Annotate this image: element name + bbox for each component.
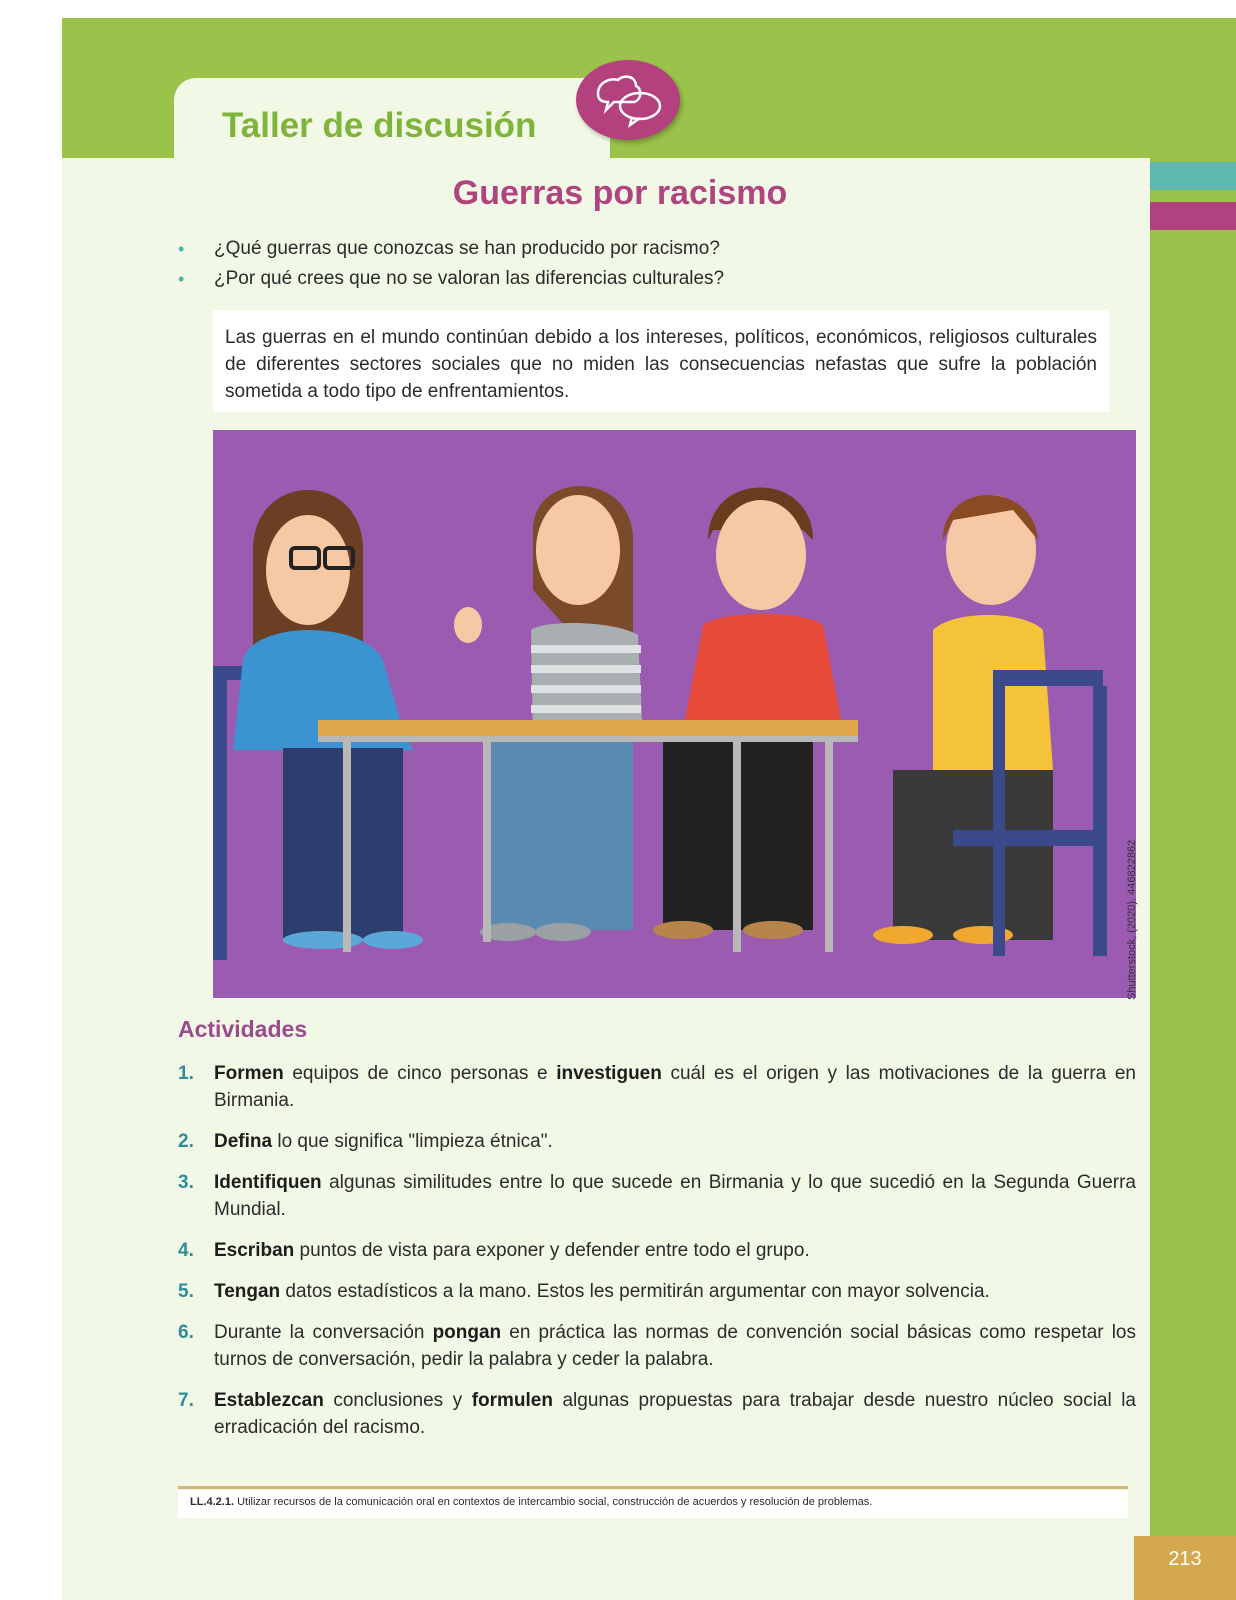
question-list bbox=[178, 234, 724, 294]
intro-note: Las guerras en el mundo continúan debido a los intereses, políticos, económicos, religiosos culturales de diferentes sectores sociales que no miden las consecuencias nefastas que sufre la población sometida a todo tipo de enfrentamientos. bbox=[213, 310, 1109, 412]
activity-verb: pongan bbox=[432, 1322, 502, 1343]
activity-text: cuál es el origen y las motivaciones de la guerra en Birmania. bbox=[214, 1063, 1136, 1111]
bullet-icon: • bbox=[178, 269, 185, 289]
activity-verb: investiguen bbox=[556, 1063, 662, 1084]
activity-text: algunas propuestas para trabajar desde nuestro núcleo social la erradicación del racismo. bbox=[214, 1390, 1136, 1438]
side-strip-teal bbox=[1150, 162, 1236, 190]
activity-number: 1. bbox=[178, 1063, 194, 1084]
activity-item bbox=[178, 1169, 1136, 1223]
footer-divider bbox=[178, 1486, 1128, 1489]
activity-text: conclusiones y bbox=[323, 1390, 472, 1411]
speech-bubbles-icon bbox=[590, 72, 666, 128]
activity-number: 7. bbox=[178, 1390, 194, 1411]
activities-list bbox=[178, 1060, 1136, 1455]
activity-text: puntos de vista para exponer y defender entre todo el grupo. bbox=[294, 1240, 810, 1261]
side-band bbox=[1150, 158, 1236, 1600]
activity-number: 5. bbox=[178, 1281, 194, 1302]
page-title: Guerras por racismo bbox=[452, 174, 788, 212]
question-text: ¿Por qué crees que no se valoran las diferencias culturales? bbox=[214, 268, 725, 289]
discussion-badge bbox=[576, 60, 680, 140]
activity-verb: Establezcan bbox=[214, 1390, 324, 1411]
activity-verb: Formen bbox=[214, 1063, 284, 1084]
activity-item bbox=[178, 1278, 1136, 1305]
activity-verb: formulen bbox=[471, 1390, 553, 1411]
bullet-icon: • bbox=[178, 239, 185, 259]
activity-text: Durante la conversación bbox=[214, 1322, 433, 1343]
activity-verb: Defina bbox=[214, 1131, 273, 1152]
activity-text: datos estadísticos a la mano. Estos les permitirán argumentar con mayor solvencia. bbox=[280, 1281, 990, 1302]
section-title: Taller de discusión bbox=[222, 106, 537, 145]
activity-text: algunas similitudes entre lo que sucede en Birmania y lo que sucedió en la Segunda Guerra Mundial. bbox=[214, 1172, 1136, 1220]
image-credit: Shutterstock, (2020). 446822862 bbox=[1126, 839, 1138, 1000]
curriculum-code: LL.4.2.1. bbox=[190, 1496, 235, 1508]
question-item bbox=[178, 264, 724, 294]
activity-item bbox=[178, 1319, 1136, 1373]
curriculum-note bbox=[178, 1490, 1128, 1518]
activity-number: 2. bbox=[178, 1131, 194, 1152]
activity-number: 4. bbox=[178, 1240, 194, 1261]
activity-verb: Identifiquen bbox=[214, 1172, 322, 1193]
activity-item bbox=[178, 1128, 1136, 1155]
activities-heading: Actividades bbox=[178, 1016, 308, 1042]
side-strip-pink bbox=[1150, 202, 1236, 230]
activity-item bbox=[178, 1060, 1136, 1114]
page-number: 213 bbox=[1168, 1548, 1202, 1570]
activity-text: lo que significa "limpieza étnica". bbox=[272, 1131, 553, 1152]
question-text: ¿Qué guerras que conozcas se han producido por racismo? bbox=[214, 238, 720, 259]
activity-verb: Escriban bbox=[214, 1240, 295, 1261]
activity-number: 6. bbox=[178, 1322, 194, 1343]
question-item bbox=[178, 234, 724, 264]
curriculum-text: Utilizar recursos de la comunicación oral en contextos de intercambio social, construcción de acuerdos y resolución de problemas. bbox=[234, 1496, 873, 1508]
activity-verb: Tengan bbox=[214, 1281, 281, 1302]
students-discussion-illustration bbox=[213, 430, 1136, 998]
activity-text: equipos de cinco personas e bbox=[283, 1063, 557, 1084]
activity-text: en práctica las normas de convención social básicas como respetar los turnos de conversación, pedir la palabra y ceder la palabra. bbox=[214, 1322, 1137, 1370]
illustration-drawing bbox=[213, 430, 1136, 998]
activity-item bbox=[178, 1237, 1136, 1264]
activity-item bbox=[178, 1387, 1136, 1441]
activity-number: 3. bbox=[178, 1172, 194, 1193]
